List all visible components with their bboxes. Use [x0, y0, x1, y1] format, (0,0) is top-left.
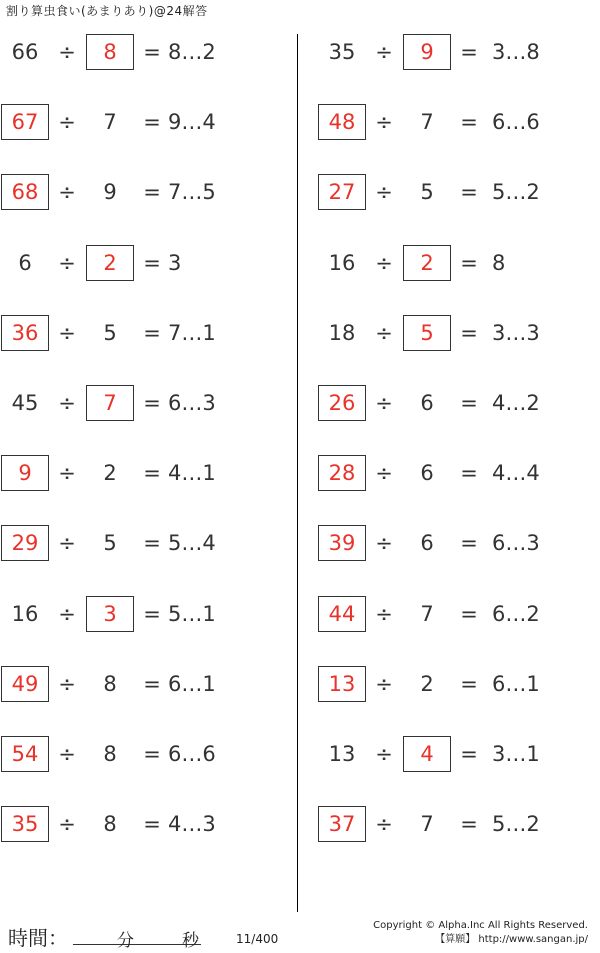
divide-sign: ÷: [58, 320, 76, 345]
quotient-remainder: 5…1: [168, 601, 216, 626]
page-number: 11/400: [236, 932, 279, 946]
quotient-remainder: 3…8: [492, 40, 540, 64]
divide-sign: ÷: [58, 250, 76, 275]
divisor-answer-box: 5: [403, 315, 451, 351]
dividend-answer-box: 54: [1, 736, 49, 772]
quotient-remainder: 5…2: [492, 812, 540, 837]
dividend-answer-box: 26: [318, 385, 366, 421]
divide-sign: ÷: [58, 601, 76, 626]
divisor: 7: [420, 110, 434, 135]
problem-row: [300, 736, 600, 772]
divisor: 7: [103, 110, 117, 135]
problem-row: [0, 736, 300, 772]
equals-sign: =: [143, 110, 161, 135]
problem-row: [300, 245, 600, 281]
quotient-remainder: 6…1: [492, 671, 540, 696]
seconds-label: 秒: [182, 931, 199, 951]
divisor: 2: [420, 671, 434, 696]
equals-sign: =: [143, 320, 161, 345]
equals-sign: =: [143, 180, 161, 205]
divide-sign: ÷: [375, 110, 393, 135]
problem-row: [300, 315, 600, 351]
problem-row: [300, 666, 600, 702]
time-label: 時間：: [8, 926, 68, 950]
quotient-remainder: 3…3: [492, 320, 540, 345]
divisor-answer-box: 3: [86, 596, 134, 632]
column-divider: [297, 34, 298, 912]
minutes-label: 分: [117, 931, 134, 951]
divide-sign: ÷: [375, 742, 393, 766]
quotient-remainder: 6…6: [168, 742, 216, 766]
divisor-answer-box: 2: [403, 245, 451, 281]
dividend-answer-box: 49: [1, 666, 49, 702]
quotient-remainder: 8: [492, 250, 506, 275]
divisor: 6: [420, 531, 434, 556]
copyright-block: [373, 919, 588, 947]
divisor: 2: [103, 461, 117, 486]
divide-sign: ÷: [375, 461, 393, 486]
divide-sign: ÷: [58, 812, 76, 837]
quotient-remainder: 7…1: [168, 320, 216, 345]
divide-sign: ÷: [58, 742, 76, 766]
equals-sign: =: [460, 601, 478, 626]
problem-row: [0, 385, 300, 421]
divisor: 5: [420, 180, 434, 205]
equals-sign: =: [143, 40, 161, 64]
quotient-remainder: 3…1: [492, 742, 540, 766]
divide-sign: ÷: [375, 320, 393, 345]
divide-sign: ÷: [58, 391, 76, 415]
equals-sign: =: [143, 742, 161, 766]
problem-row: [0, 174, 300, 210]
problem-row: [300, 806, 600, 842]
divisor: 9: [103, 180, 117, 205]
divisor: 6: [420, 391, 434, 415]
quotient-remainder: 6…1: [168, 671, 216, 696]
dividend: 45: [11, 391, 39, 415]
divide-sign: ÷: [375, 250, 393, 275]
divisor: 6: [420, 461, 434, 486]
equals-sign: =: [143, 671, 161, 696]
dividend-answer-box: 35: [1, 806, 49, 842]
problem-row: [300, 34, 600, 70]
equals-sign: =: [460, 742, 478, 766]
divisor: 7: [420, 601, 434, 626]
equals-sign: =: [460, 250, 478, 275]
divide-sign: ÷: [375, 40, 393, 64]
divide-sign: ÷: [58, 671, 76, 696]
problem-row: [300, 455, 600, 491]
problem-row: [0, 525, 300, 561]
dividend-answer-box: 67: [1, 104, 49, 140]
quotient-remainder: 6…3: [492, 531, 540, 556]
quotient-remainder: 5…2: [492, 180, 540, 205]
divisor: 7: [420, 812, 434, 837]
dividend-answer-box: 36: [1, 315, 49, 351]
dividend: 13: [328, 742, 356, 766]
dividend-answer-box: 48: [318, 104, 366, 140]
problem-row: [0, 245, 300, 281]
problem-row: [300, 385, 600, 421]
divisor: 5: [103, 531, 117, 556]
equals-sign: =: [143, 601, 161, 626]
quotient-remainder: 4…1: [168, 461, 216, 486]
divide-sign: ÷: [58, 180, 76, 205]
equals-sign: =: [143, 250, 161, 275]
divisor-answer-box: 2: [86, 245, 134, 281]
equals-sign: =: [460, 531, 478, 556]
problem-row: [300, 596, 600, 632]
problem-row: [300, 174, 600, 210]
dividend-answer-box: 29: [1, 525, 49, 561]
divide-sign: ÷: [58, 40, 76, 64]
equals-sign: =: [460, 40, 478, 64]
dividend: 16: [328, 250, 356, 275]
problem-row: [0, 104, 300, 140]
quotient-remainder: 4…4: [492, 461, 540, 486]
quotient-remainder: 6…6: [492, 110, 540, 135]
divide-sign: ÷: [375, 531, 393, 556]
quotient-remainder: 4…2: [492, 391, 540, 415]
equals-sign: =: [460, 110, 478, 135]
dividend-answer-box: 27: [318, 174, 366, 210]
dividend: 35: [328, 40, 356, 64]
quotient-remainder: 4…3: [168, 812, 216, 837]
dividend-answer-box: 28: [318, 455, 366, 491]
divide-sign: ÷: [375, 391, 393, 415]
divisor: 5: [103, 320, 117, 345]
divide-sign: ÷: [58, 461, 76, 486]
dividend-answer-box: 44: [318, 596, 366, 632]
divide-sign: ÷: [58, 110, 76, 135]
quotient-remainder: 9…4: [168, 110, 216, 135]
problem-row: [0, 666, 300, 702]
quotient-remainder: 8…2: [168, 40, 216, 64]
page-title: 割り算虫食い(あまりあり)@24解答: [6, 4, 208, 18]
divisor: 8: [103, 671, 117, 696]
divisor-answer-box: 9: [403, 34, 451, 70]
dividend: 16: [11, 601, 39, 626]
equals-sign: =: [460, 461, 478, 486]
equals-sign: =: [460, 671, 478, 696]
problem-row: [0, 315, 300, 351]
equals-sign: =: [460, 391, 478, 415]
dividend: 18: [328, 320, 356, 345]
dividend: 66: [11, 40, 39, 64]
quotient-remainder: 6…3: [168, 391, 216, 415]
divisor-answer-box: 7: [86, 385, 134, 421]
divide-sign: ÷: [375, 671, 393, 696]
divisor: 8: [103, 812, 117, 837]
quotient-remainder: 3: [168, 250, 182, 275]
equals-sign: =: [143, 461, 161, 486]
dividend-answer-box: 37: [318, 806, 366, 842]
divide-sign: ÷: [375, 180, 393, 205]
problem-row: [0, 34, 300, 70]
divide-sign: ÷: [58, 531, 76, 556]
equals-sign: =: [460, 812, 478, 837]
divide-sign: ÷: [375, 601, 393, 626]
equals-sign: =: [143, 531, 161, 556]
divisor: 8: [103, 742, 117, 766]
dividend-answer-box: 9: [1, 455, 49, 491]
divisor-answer-box: 4: [403, 736, 451, 772]
problem-row: [0, 596, 300, 632]
quotient-remainder: 7…5: [168, 180, 216, 205]
dividend-answer-box: 13: [318, 666, 366, 702]
problem-row: [0, 806, 300, 842]
site-url: 【算願】 http://www.sangan.jp/: [435, 934, 588, 945]
problem-row: [0, 455, 300, 491]
dividend-answer-box: 68: [1, 174, 49, 210]
quotient-remainder: 5…4: [168, 531, 216, 556]
divisor-answer-box: 8: [86, 34, 134, 70]
equals-sign: =: [460, 180, 478, 205]
problem-row: [300, 525, 600, 561]
equals-sign: =: [143, 812, 161, 837]
problem-row: [300, 104, 600, 140]
divide-sign: ÷: [375, 812, 393, 837]
dividend: 6: [18, 250, 32, 275]
quotient-remainder: 6…2: [492, 601, 540, 626]
dividend-answer-box: 39: [318, 525, 366, 561]
equals-sign: =: [460, 320, 478, 345]
equals-sign: =: [143, 391, 161, 415]
copyright-text: Copyright © Alpha.Inc All Rights Reserved.: [373, 920, 588, 931]
